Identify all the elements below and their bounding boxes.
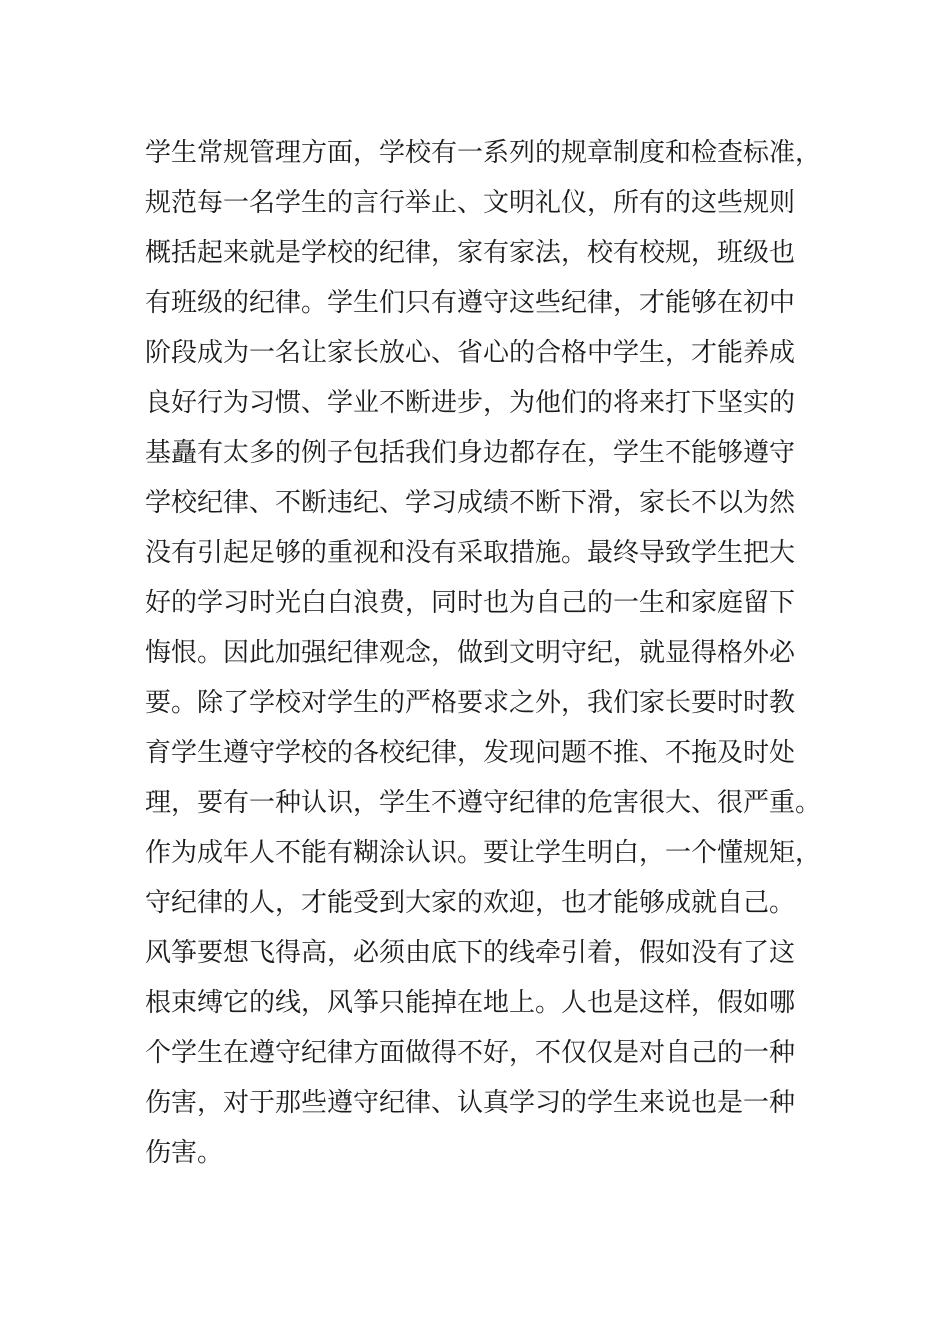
text-line: 育学生遵守学校的各校纪律，发现问题不推、不拖及时处 — [145, 738, 796, 768]
text-line: 伤害，对于那些遵守纪律、认真学习的学生来说也是一种 — [145, 1088, 796, 1118]
text-line: 理，要有一种认识，学生不遵守纪律的危害很大、很严重。 — [145, 788, 822, 818]
text-line: 阶段成为一名让家长放心、省心的合格中学生，才能养成 — [145, 338, 796, 368]
text-line: 没有引起足够的重视和没有采取措施。最终导致学生把大 — [145, 538, 796, 568]
text-line: 概括起来就是学校的纪律，家有家法，校有校规，班级也 — [145, 238, 796, 268]
text-line: 基矗有太多的例子包括我们身边都存在，学生不能够遵守 — [145, 438, 796, 468]
text-line: 好的学习时光白白浪费，同时也为自己的一生和家庭留下 — [145, 588, 796, 618]
text-line: 良好行为习惯、学业不断进步，为他们的将来打下坚实的 — [145, 388, 796, 418]
text-line: 作为成年人不能有糊涂认识。要让学生明白，一个懂规矩， — [145, 838, 822, 868]
text-line: 学生常规管理方面，学校有一系列的规章制度和检查标准， — [145, 138, 822, 168]
text-line: 规范每一名学生的言行举止、文明礼仪，所有的这些规则 — [145, 188, 796, 218]
text-line: 守纪律的人，才能受到大家的欢迎，也才能够成就自己。 — [145, 888, 796, 918]
text-line: 学校纪律、不断违纪、学习成绩不断下滑，家长不以为然 — [145, 488, 796, 518]
body-paragraph — [145, 128, 822, 1178]
text-line: 悔恨。因此加强纪律观念，做到文明守纪，就显得格外必 — [145, 638, 796, 668]
text-line: 有班级的纪律。学生们只有遵守这些纪律，才能够在初中 — [145, 288, 796, 318]
text-line: 要。除了学校对学生的严格要求之外，我们家长要时时教 — [145, 688, 796, 718]
text-line: 伤害。 — [145, 1138, 224, 1168]
text-line: 根束缚它的线，风筝只能掉在地上。人也是这样，假如哪 — [145, 988, 796, 1018]
text-line: 个学生在遵守纪律方面做得不好，不仅仅是对自己的一种 — [145, 1038, 796, 1068]
text-line: 风筝要想飞得高，必须由底下的线牵引着，假如没有了这 — [145, 938, 796, 968]
